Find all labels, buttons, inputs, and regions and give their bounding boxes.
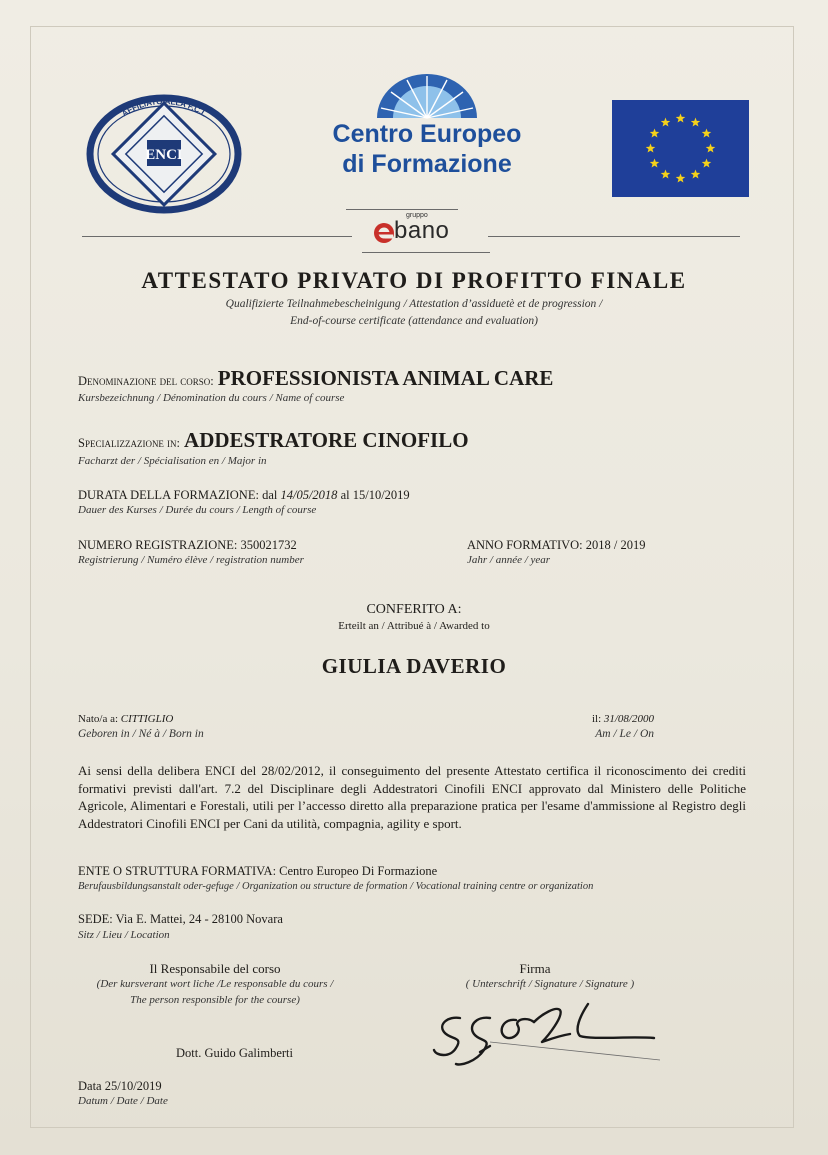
year-row	[467, 538, 646, 553]
certificate-subtitle-2: End-of-course certificate (attendance and evaluation)	[290, 315, 538, 327]
duration-from: 14/05/2018	[280, 488, 338, 502]
registration-translation: Registrierung / Numéro élève / registration number	[78, 554, 304, 566]
birth-date: 31/08/2000	[603, 713, 654, 725]
certificate-body: Ai sensi della delibera ENCI del 28/02/2012, il conseguimento del presente Attestato certifica il riconoscimento dei crediti formativi previsti dall'art. 7.2 del Disciplinare degli Addestratori Cinofili ENCI approvato dal Ministero delle Politiche Agricole, Alimentari e Forestali, utili per l’accesso diretto alla preparazione pratica per l'esame d'ammissione al Registro degli Addestratori Cinofili ENCI per Cani da utilità, compagnia, agility e sport.	[78, 763, 746, 831]
specialization-row	[78, 428, 469, 453]
duration-translation: Dauer des Kurses / Durée du cours / Length of course	[78, 504, 317, 516]
centro-logo-line2: di Formazione	[342, 150, 512, 178]
year-translation: Jahr / année / year	[467, 554, 551, 566]
duration-al: al	[340, 488, 350, 502]
certificate-subtitle-1: Qualifizierte Teilnahmebescheinigung / Attestation d’assiduetè et de progression /	[225, 298, 603, 310]
handwritten-signature	[430, 996, 670, 1072]
recipient-name: GIULIA DAVERIO	[321, 654, 507, 678]
institution-translation: Berufausbildungsanstalt oder-gefuge / Organization ou structure de formation / Vocational training centre or organization	[78, 881, 594, 892]
responsible-translation-2: The person responsible for the course)	[130, 994, 300, 1006]
header-divider-right	[488, 236, 740, 237]
specialization-translation: Facharzt der / Spécialisation en / Major in	[78, 455, 267, 467]
certificate-title: ATTESTATO PRIVATO DI PROFITTO FINALE	[141, 268, 687, 293]
responsible-label: Il Responsabile del corso	[149, 961, 281, 976]
signature-translation: ( Unterschrift / Signature / Signature )	[465, 978, 635, 990]
enci-acronym: ENCI	[145, 147, 183, 163]
date-row	[78, 1079, 162, 1094]
responsible-name: Dott. Guido Galimberti	[176, 1046, 293, 1060]
site-translation: Sitz / Lieu / Location	[78, 929, 170, 941]
course-label: Denominazione del corso:	[78, 374, 214, 388]
specialization-label: Specializzazione in:	[78, 436, 181, 450]
centro-europeo-logo	[318, 70, 536, 186]
site-row	[78, 912, 283, 927]
site-label: SEDE:	[78, 912, 113, 926]
institution-label: ENTE O STRUTTURA FORMATIVA:	[78, 864, 277, 878]
birth-place: CITTIGLIO	[120, 713, 174, 725]
sunrise-icon	[373, 70, 481, 120]
birth-date-row	[560, 713, 654, 725]
header-divider-left	[82, 236, 352, 237]
specialization-value: ADDESTRATORE CINOFILO	[184, 428, 469, 452]
birth-date-label: il:	[591, 713, 602, 725]
course-row	[78, 366, 553, 391]
duration-row	[78, 488, 410, 503]
birth-place-label: Nato/a a:	[78, 713, 119, 725]
birth-place-translation: Geboren in / Né à / Born in	[78, 728, 204, 740]
institution-value: Centro Europeo Di Formazione	[279, 864, 438, 878]
birth-date-translation: Am / Le / On	[595, 728, 654, 740]
site-value: Via E. Mattei, 24 - 28100 Novara	[115, 912, 283, 926]
awarded-translation: Erteilt an / Attribué à / Awarded to	[338, 620, 490, 632]
course-translation: Kursbezeichnung / Dénomination du cours / Name of course	[78, 392, 345, 404]
registration-row	[78, 538, 297, 553]
duration-dal: dal	[262, 488, 278, 502]
ebano-name: bano	[394, 217, 450, 244]
signature-label: Firma	[519, 961, 551, 976]
duration-label: DURATA DELLA FORMAZIONE:	[78, 488, 259, 502]
registration-value: 350021732	[240, 538, 297, 552]
year-value: 2018 / 2019	[585, 538, 646, 552]
ebano-e-icon	[372, 221, 396, 245]
institution-row	[78, 864, 437, 879]
registration-label: NUMERO REGISTRAZIONE:	[78, 538, 238, 552]
awarded-label: CONFERITO A:	[366, 602, 462, 617]
eu-flag	[612, 100, 749, 197]
ebano-gruppo: gruppo	[406, 212, 428, 219]
birth-place-row	[78, 713, 173, 725]
ebano-logo	[372, 212, 468, 248]
course-value: PROFESSIONISTA ANIMAL CARE	[217, 366, 554, 390]
ebano-top-line	[346, 209, 458, 210]
centro-logo-line1: Centro Europeo	[332, 120, 522, 148]
responsible-translation-1: (Der kursverant wort liche /Le responsable du cours /	[96, 978, 334, 990]
enci-logo	[82, 88, 246, 220]
date-value: 25/10/2019	[104, 1079, 162, 1093]
duration-to: 15/10/2019	[352, 488, 410, 502]
year-label: ANNO FORMATIVO:	[467, 538, 583, 552]
ebano-bottom-line	[362, 252, 490, 253]
date-translation: Datum / Date / Date	[78, 1095, 168, 1107]
date-label: Data	[78, 1079, 102, 1093]
enci-outer-text: AFFILIATO ALLA F.C.I.	[120, 96, 208, 119]
